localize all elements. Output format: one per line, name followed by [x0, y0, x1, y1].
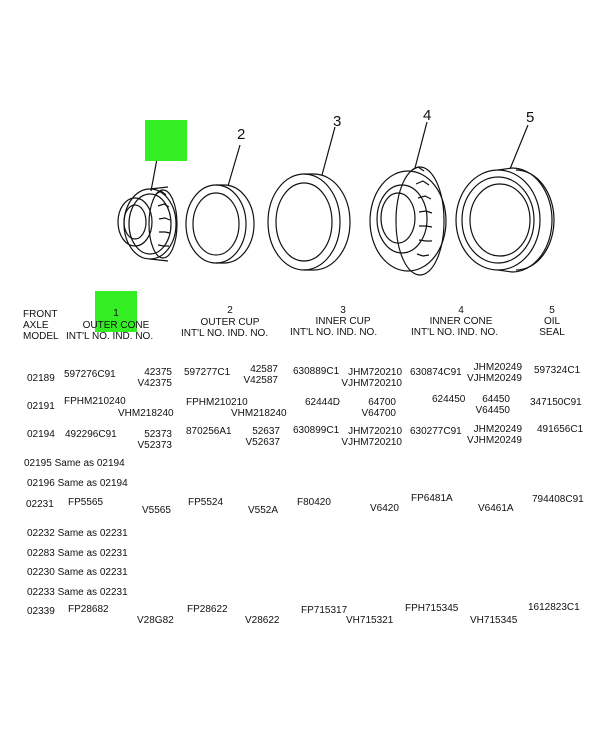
same-as-row: 02283 Same as 02231: [27, 548, 128, 559]
cell-inner-cone-intl: FPH715345: [405, 603, 459, 614]
cell-inner-cup-ind-v: V64700: [361, 408, 396, 419]
header-model-line3: MODEL: [23, 331, 59, 342]
cell-inner-cone-ind: JHM20249: [473, 362, 522, 373]
cell-inner-cup-ind: 64700: [368, 397, 396, 408]
cell-outer-cone-ind-v: V28G82: [137, 615, 174, 626]
cell-oil-seal: 1612823C1: [528, 602, 580, 613]
header-col2-name: OUTER CUP: [200, 317, 260, 328]
cell-inner-cone-ind: JHM20249: [473, 424, 522, 435]
cell-inner-cone-ind-v: V64450: [475, 405, 510, 416]
cell-oil-seal: 794408C91: [532, 494, 584, 505]
cell-outer-cone-ind: 52373: [144, 429, 172, 440]
header-model-line1: FRONT: [23, 309, 58, 320]
cell-inner-cone-intl: 624450: [432, 394, 466, 405]
cell-inner-cone-ind-v: V6461A: [478, 503, 514, 514]
cell-outer-cone-ind-v: V42375: [137, 378, 172, 389]
header-col3-name: INNER CUP: [315, 316, 371, 327]
cell-outer-cup-ind: 42587: [250, 364, 278, 375]
same-as-row: 02232 Same as 02231: [27, 528, 128, 539]
header-col5-sub: SEAL: [539, 327, 565, 338]
header-col5-number: 5: [549, 305, 555, 316]
same-as-row: 02233 Same as 02231: [27, 587, 128, 598]
header-col1-name: OUTER CONE: [82, 320, 150, 331]
cell-outer-cone-intl: FPHM210240: [64, 396, 126, 407]
cell-outer-cone-intl: FP5565: [68, 497, 104, 508]
cell-inner-cup-ind: JHM720210: [348, 367, 402, 378]
callout-5: 5: [526, 109, 535, 126]
highlight-box-callout-1[interactable]: [145, 120, 187, 161]
cell-outer-cup-ind-v: V552A: [248, 505, 279, 516]
cell-inner-cup-intl: 62444D: [305, 397, 341, 408]
cell-inner-cup-intl: 630899C1: [293, 425, 340, 436]
cell-inner-cup-ind-v: VJHM720210: [341, 437, 402, 448]
cell-inner-cone-intl: 630874C91: [410, 367, 462, 378]
outer-cup-drawing: [186, 145, 254, 263]
oil-seal-drawing: [456, 125, 554, 272]
header-col2-sub: INT'L NO. IND. NO.: [181, 328, 269, 339]
header-col1-sub: INT'L NO. IND. NO.: [66, 331, 154, 342]
cell-inner-cone-ind: 64450: [482, 394, 510, 405]
header-col5-name: OIL: [543, 316, 561, 327]
cell-inner-cup-intl: F80420: [297, 497, 331, 508]
cell-outer-cone-ind-v: V52373: [137, 440, 172, 451]
cell-inner-cup-ind: JHM720210: [348, 426, 402, 437]
cell-model: 02339: [27, 606, 55, 617]
cell-inner-cup-ind-v: VH715321: [346, 615, 394, 626]
same-as-row: 02230 Same as 02231: [27, 567, 128, 578]
cell-outer-cone-ind: 42375: [144, 367, 172, 378]
header-col3-number: 3: [340, 305, 346, 316]
cell-inner-cup-intl: 630889C1: [293, 366, 340, 377]
cell-inner-cup-intl: FP715317: [301, 605, 348, 616]
callout-2: 2: [237, 126, 246, 143]
cell-inner-cup-ind-v: VJHM720210: [341, 378, 402, 389]
header-model-line2: AXLE: [23, 320, 49, 331]
cell-inner-cone-ind-v: VJHM20249: [466, 373, 522, 384]
header-col4-number: 4: [458, 305, 464, 316]
cell-outer-cup-ind-v: V28622: [245, 615, 280, 626]
cell-oil-seal: 347150C91: [530, 397, 582, 408]
cell-model: 02191: [27, 401, 55, 412]
same-as-row: 02195 Same as 02194: [24, 458, 125, 469]
cell-inner-cone-intl: FP6481A: [411, 493, 453, 504]
cell-model: 02231: [26, 499, 54, 510]
cell-outer-cone-ind-v: VHM218240: [118, 408, 174, 419]
cell-outer-cone-ind-v: V5565: [142, 505, 171, 516]
cell-outer-cone-intl: FP28682: [68, 604, 109, 615]
cell-outer-cup-intl: FPHM210210: [186, 397, 248, 408]
cell-outer-cone-intl: 492296C91: [65, 429, 117, 440]
cell-outer-cup-ind: 52637: [252, 426, 280, 437]
inner-cone-drawing: [370, 122, 446, 275]
cell-outer-cup-ind-v: V52637: [245, 437, 280, 448]
cell-model: 02189: [27, 373, 55, 384]
cell-oil-seal: 597324C1: [534, 365, 581, 376]
header-col2-number: 2: [227, 305, 233, 316]
callout-labels: [162, 107, 534, 146]
header-col1-number: 1: [113, 308, 119, 319]
cell-outer-cup-intl: FP28622: [187, 604, 228, 615]
inner-cup-drawing: [268, 127, 350, 270]
cell-inner-cone-ind-v: VH715345: [470, 615, 518, 626]
cell-model: 02194: [27, 429, 55, 440]
cell-outer-cup-intl: FP5524: [188, 497, 224, 508]
cell-inner-cone-intl: 630277C91: [410, 426, 462, 437]
same-as-row: 02196 Same as 02194: [27, 478, 128, 489]
cell-outer-cup-intl: 870256A1: [186, 426, 232, 437]
cell-outer-cup-intl: 597277C1: [184, 367, 231, 378]
header-col4-sub: INT'L NO. IND. NO.: [411, 327, 499, 338]
header-col4-name: INNER CONE: [429, 316, 493, 327]
callout-4: 4: [423, 107, 432, 124]
callout-3: 3: [333, 113, 342, 130]
bearing-parts-illustration: [0, 0, 610, 290]
cell-outer-cup-ind-v: VHM218240: [231, 408, 287, 419]
cell-outer-cup-ind-v: V42587: [243, 375, 278, 386]
cell-inner-cone-ind-v: VJHM20249: [466, 435, 522, 446]
cell-outer-cone-intl: 597276C91: [64, 369, 116, 380]
cell-inner-cup-ind-v: V6420: [370, 503, 399, 514]
header-col3-sub: INT'L NO. IND. NO.: [290, 327, 378, 338]
cell-oil-seal: 491656C1: [537, 424, 584, 435]
